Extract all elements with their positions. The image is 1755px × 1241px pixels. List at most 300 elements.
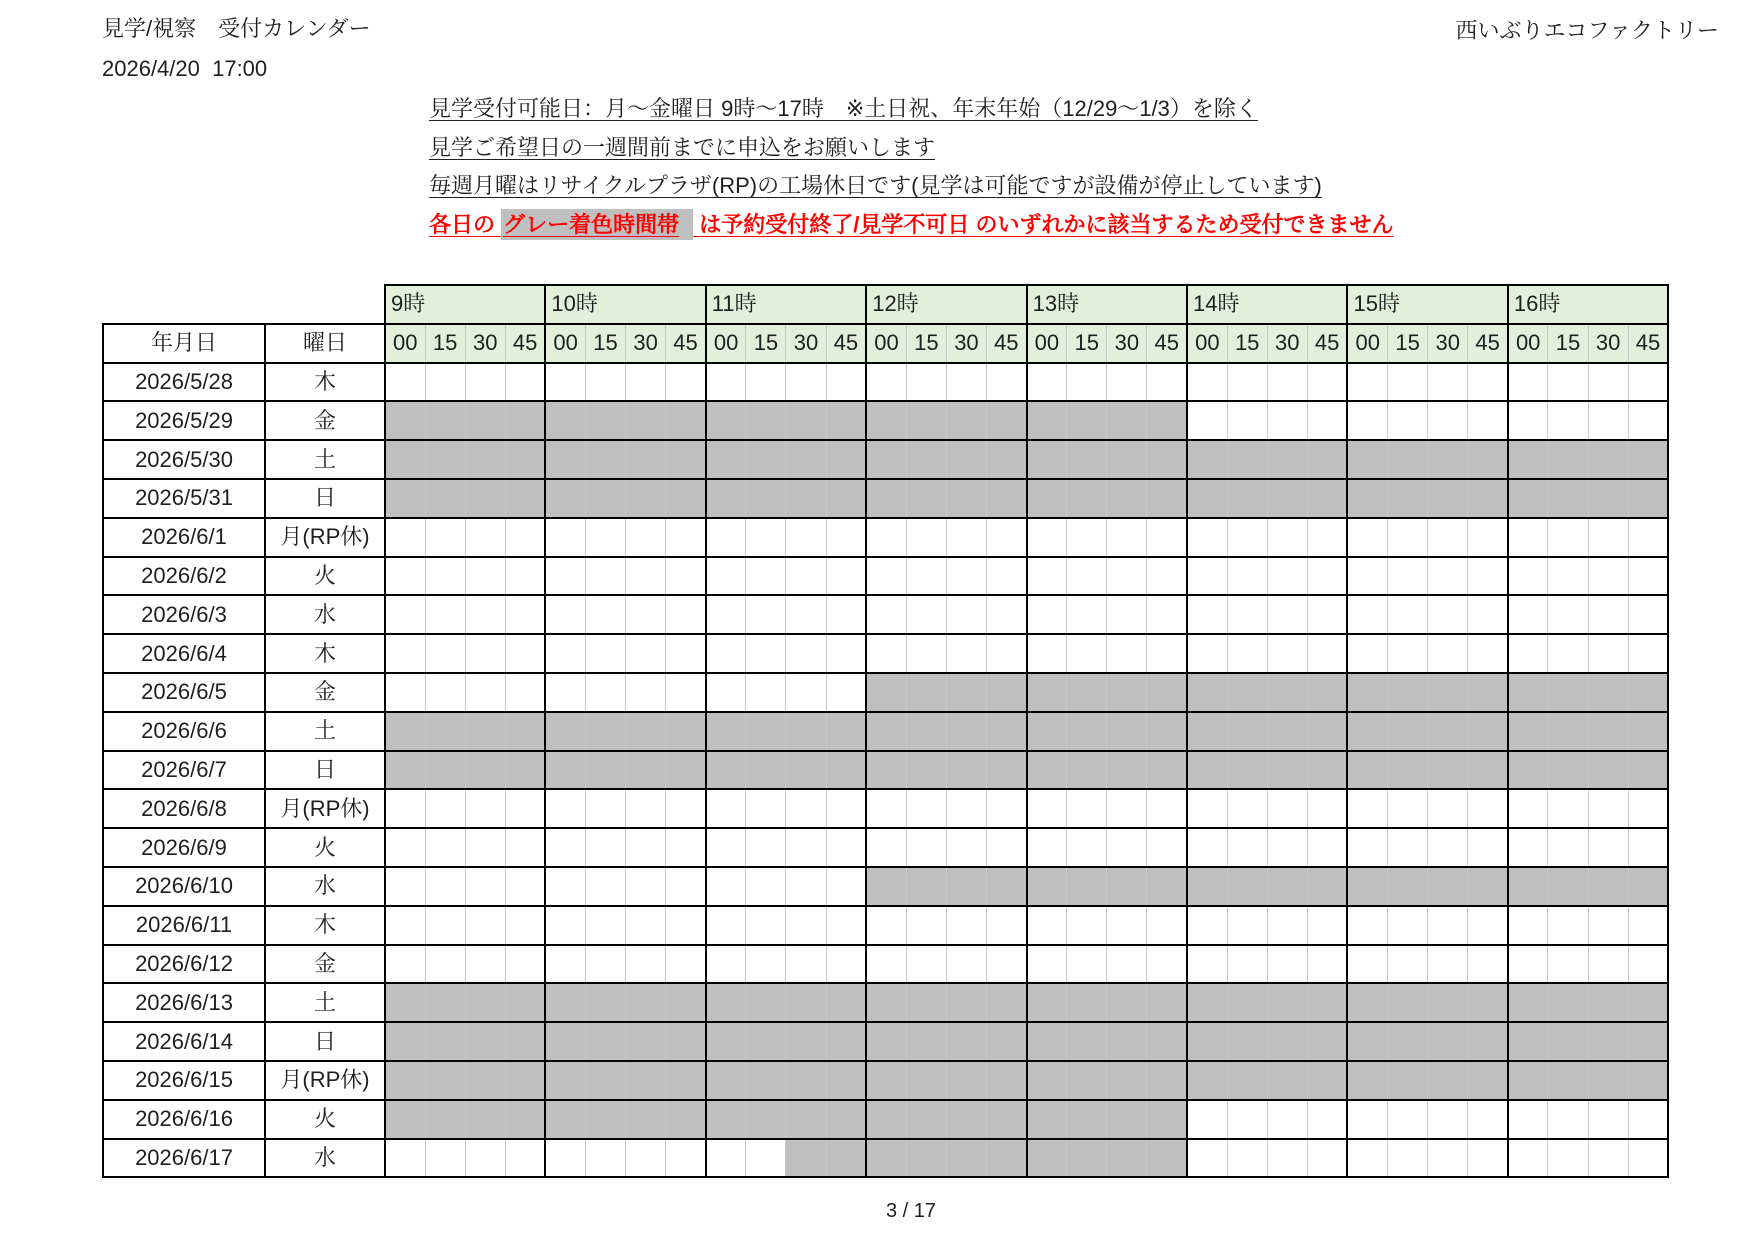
minute-header: 30 — [1588, 324, 1628, 363]
time-slot-closed — [1347, 440, 1387, 479]
time-slot-closed — [465, 401, 505, 440]
time-slot-closed — [1588, 479, 1628, 518]
time-slot-closed — [1147, 401, 1187, 440]
calendar-row — [103, 595, 1668, 634]
time-slot-open — [946, 634, 986, 673]
time-slot-open — [1468, 1139, 1508, 1178]
time-slot-closed — [1027, 751, 1067, 790]
time-slot-open — [746, 595, 786, 634]
time-slot-closed — [1628, 867, 1668, 906]
time-slot-open — [986, 634, 1026, 673]
weekday-cell: 水 — [265, 595, 385, 634]
minute-header: 45 — [1628, 324, 1668, 363]
weekday-cell: 火 — [265, 828, 385, 867]
time-slot-open — [1267, 789, 1307, 828]
time-slot-closed — [986, 1061, 1026, 1100]
time-slot-open — [1187, 557, 1227, 596]
weekday-cell: 土 — [265, 712, 385, 751]
hour-header: 12時 — [866, 285, 1026, 324]
minute-header-row — [103, 324, 1668, 363]
time-slot-closed — [1428, 983, 1468, 1022]
minute-header: 30 — [946, 324, 986, 363]
time-slot-open — [1067, 363, 1107, 402]
time-slot-closed — [666, 983, 706, 1022]
time-slot-closed — [1027, 440, 1067, 479]
time-slot-open — [826, 945, 866, 984]
time-slot-open — [1227, 595, 1267, 634]
time-slot-closed — [946, 867, 986, 906]
time-slot-open — [1628, 945, 1668, 984]
time-slot-open — [626, 828, 666, 867]
time-slot-closed — [1227, 983, 1267, 1022]
time-slot-open — [866, 363, 906, 402]
time-slot-closed — [786, 751, 826, 790]
time-slot-closed — [666, 751, 706, 790]
time-slot-closed — [1067, 1100, 1107, 1139]
date-cell: 2026/6/15 — [103, 1061, 265, 1100]
time-slot-closed — [385, 1100, 425, 1139]
time-slot-open — [626, 906, 666, 945]
time-slot-open — [425, 1139, 465, 1178]
time-slot-closed — [1027, 401, 1067, 440]
time-slot-closed — [465, 712, 505, 751]
time-slot-open — [986, 789, 1026, 828]
minute-header: 30 — [626, 324, 666, 363]
time-slot-open — [465, 673, 505, 712]
time-slot-open — [1187, 906, 1227, 945]
page-number: 3 / 17 — [885, 1200, 937, 1222]
time-slot-open — [505, 789, 545, 828]
time-slot-open — [626, 673, 666, 712]
time-slot-open — [1147, 945, 1187, 984]
time-slot-open — [385, 557, 425, 596]
time-slot-closed — [786, 401, 826, 440]
time-slot-closed — [1628, 479, 1668, 518]
time-slot-closed — [1428, 479, 1468, 518]
time-slot-closed — [946, 712, 986, 751]
time-slot-open — [1147, 363, 1187, 402]
time-slot-closed — [906, 479, 946, 518]
time-slot-closed — [505, 1061, 545, 1100]
time-slot-closed — [1187, 712, 1227, 751]
time-slot-closed — [906, 983, 946, 1022]
time-slot-closed — [866, 1139, 906, 1178]
minute-header: 00 — [385, 324, 425, 363]
time-slot-open — [505, 595, 545, 634]
time-slot-closed — [1548, 1061, 1588, 1100]
time-slot-closed — [1548, 867, 1588, 906]
time-slot-open — [1388, 401, 1428, 440]
time-slot-open — [385, 363, 425, 402]
time-slot-open — [746, 1139, 786, 1178]
minute-header: 15 — [425, 324, 465, 363]
minute-header: 00 — [1187, 324, 1227, 363]
time-slot-open — [1067, 557, 1107, 596]
time-slot-open — [1107, 595, 1147, 634]
time-slot-closed — [1147, 1139, 1187, 1178]
time-slot-open — [1187, 1100, 1227, 1139]
time-slot-closed — [1027, 673, 1067, 712]
time-slot-open — [866, 557, 906, 596]
calendar-row — [103, 634, 1668, 673]
time-slot-closed — [986, 479, 1026, 518]
time-slot-open — [1468, 828, 1508, 867]
time-slot-closed — [1147, 479, 1187, 518]
time-slot-open — [666, 867, 706, 906]
time-slot-closed — [786, 1061, 826, 1100]
time-slot-open — [1628, 557, 1668, 596]
notice-line-deadline: 見学ご希望日の一週間前までに申込をお願いします — [429, 134, 936, 160]
time-slot-open — [1227, 945, 1267, 984]
time-slot-open — [946, 828, 986, 867]
time-slot-open — [1388, 1100, 1428, 1139]
time-slot-closed — [1508, 712, 1548, 751]
time-slot-open — [906, 518, 946, 557]
time-slot-open — [1187, 595, 1227, 634]
time-slot-open — [786, 789, 826, 828]
time-slot-closed — [1307, 1061, 1347, 1100]
time-slot-closed — [866, 401, 906, 440]
time-slot-open — [1307, 401, 1347, 440]
time-slot-closed — [1227, 1061, 1267, 1100]
time-slot-open — [585, 557, 625, 596]
time-slot-open — [1628, 906, 1668, 945]
time-slot-closed — [1307, 983, 1347, 1022]
time-slot-open — [545, 363, 585, 402]
time-slot-open — [1027, 518, 1067, 557]
time-slot-open — [746, 945, 786, 984]
time-slot-open — [1307, 1100, 1347, 1139]
time-slot-closed — [425, 1022, 465, 1061]
minute-header: 45 — [505, 324, 545, 363]
time-slot-open — [666, 945, 706, 984]
time-slot-closed — [1347, 1061, 1387, 1100]
time-slot-open — [666, 557, 706, 596]
time-slot-open — [786, 634, 826, 673]
time-slot-closed — [545, 1100, 585, 1139]
time-slot-open — [626, 867, 666, 906]
time-slot-open — [626, 945, 666, 984]
time-slot-closed — [706, 401, 746, 440]
time-slot-closed — [706, 1061, 746, 1100]
minute-header: 15 — [585, 324, 625, 363]
time-slot-open — [1227, 557, 1267, 596]
time-slot-open — [1147, 557, 1187, 596]
time-slot-closed — [1428, 712, 1468, 751]
time-slot-open — [1307, 945, 1347, 984]
calendar-row — [103, 1100, 1668, 1139]
time-slot-open — [585, 363, 625, 402]
time-slot-open — [1347, 634, 1387, 673]
time-slot-open — [1107, 557, 1147, 596]
time-slot-closed — [666, 479, 706, 518]
time-slot-closed — [866, 479, 906, 518]
time-slot-open — [1508, 518, 1548, 557]
time-slot-closed — [866, 983, 906, 1022]
time-slot-open — [545, 867, 585, 906]
time-slot-closed — [1307, 1022, 1347, 1061]
time-slot-open — [826, 867, 866, 906]
time-slot-open — [1388, 789, 1428, 828]
time-slot-open — [666, 906, 706, 945]
time-slot-open — [425, 828, 465, 867]
time-slot-open — [1307, 595, 1347, 634]
minute-header: 30 — [465, 324, 505, 363]
time-slot-closed — [1628, 712, 1668, 751]
date-cell: 2026/6/10 — [103, 867, 265, 906]
time-slot-open — [626, 634, 666, 673]
time-slot-closed — [1107, 867, 1147, 906]
time-slot-closed — [986, 1139, 1026, 1178]
time-slot-closed — [1227, 712, 1267, 751]
time-slot-open — [465, 906, 505, 945]
time-slot-closed — [1067, 479, 1107, 518]
weekday-cell: 月(RP休) — [265, 789, 385, 828]
time-slot-open — [1388, 634, 1428, 673]
weekday-cell: 木 — [265, 363, 385, 402]
time-slot-open — [666, 1139, 706, 1178]
time-slot-open — [465, 1139, 505, 1178]
time-slot-closed — [786, 479, 826, 518]
time-slot-closed — [866, 751, 906, 790]
time-slot-closed — [626, 1022, 666, 1061]
time-slot-open — [826, 363, 866, 402]
time-slot-open — [1388, 518, 1428, 557]
hour-header: 10時 — [545, 285, 705, 324]
time-slot-open — [1307, 363, 1347, 402]
time-slot-closed — [1267, 440, 1307, 479]
time-slot-open — [1267, 557, 1307, 596]
time-slot-closed — [1428, 440, 1468, 479]
time-slot-open — [906, 634, 946, 673]
time-slot-open — [1227, 1100, 1267, 1139]
time-slot-open — [1307, 906, 1347, 945]
time-slot-open — [1347, 557, 1387, 596]
time-slot-closed — [425, 751, 465, 790]
time-slot-open — [1347, 1139, 1387, 1178]
time-slot-open — [1347, 401, 1387, 440]
time-slot-open — [1027, 945, 1067, 984]
time-slot-closed — [946, 983, 986, 1022]
time-slot-closed — [1468, 751, 1508, 790]
time-slot-closed — [706, 1022, 746, 1061]
time-slot-open — [465, 557, 505, 596]
time-slot-open — [906, 595, 946, 634]
time-slot-closed — [465, 440, 505, 479]
time-slot-open — [986, 595, 1026, 634]
time-slot-closed — [1027, 712, 1067, 751]
time-slot-closed — [1388, 1022, 1428, 1061]
time-slot-open — [1548, 906, 1588, 945]
time-slot-closed — [866, 1022, 906, 1061]
time-slot-open — [385, 1139, 425, 1178]
time-slot-closed — [1628, 1061, 1668, 1100]
minute-header: 30 — [786, 324, 826, 363]
time-slot-open — [1347, 789, 1387, 828]
time-slot-open — [1468, 595, 1508, 634]
time-slot-closed — [1147, 1061, 1187, 1100]
time-slot-closed — [545, 751, 585, 790]
time-slot-open — [866, 595, 906, 634]
time-slot-open — [505, 1139, 545, 1178]
time-slot-closed — [545, 983, 585, 1022]
time-slot-closed — [906, 1022, 946, 1061]
time-slot-open — [1388, 363, 1428, 402]
time-slot-closed — [1428, 673, 1468, 712]
time-slot-closed — [1388, 479, 1428, 518]
time-slot-closed — [1628, 1022, 1668, 1061]
time-slot-open — [385, 906, 425, 945]
time-slot-open — [1468, 945, 1508, 984]
time-slot-open — [1428, 1139, 1468, 1178]
time-slot-open — [946, 595, 986, 634]
time-slot-closed — [1187, 440, 1227, 479]
hour-header: 16時 — [1508, 285, 1668, 324]
date-cell: 2026/5/29 — [103, 401, 265, 440]
time-slot-closed — [1067, 673, 1107, 712]
time-slot-open — [1027, 828, 1067, 867]
time-slot-open — [1588, 401, 1628, 440]
time-slot-closed — [1508, 1061, 1548, 1100]
time-slot-open — [706, 363, 746, 402]
time-slot-closed — [826, 479, 866, 518]
minute-header: 15 — [1548, 324, 1588, 363]
time-slot-open — [505, 673, 545, 712]
time-slot-open — [986, 363, 1026, 402]
time-slot-open — [1628, 789, 1668, 828]
time-slot-open — [826, 634, 866, 673]
time-slot-open — [1588, 1139, 1628, 1178]
time-slot-open — [505, 945, 545, 984]
time-slot-open — [1027, 634, 1067, 673]
time-slot-open — [1147, 518, 1187, 557]
time-slot-open — [706, 673, 746, 712]
time-slot-closed — [1548, 1022, 1588, 1061]
notice-line-monday-closure: 毎週月曜はリサイクルプラザ(RP)の工場休日です(見学は可能ですが設備が停止しています) — [429, 173, 1322, 199]
time-slot-closed — [666, 712, 706, 751]
time-slot-open — [385, 595, 425, 634]
calendar-row — [103, 712, 1668, 751]
date-cell: 2026/6/13 — [103, 983, 265, 1022]
time-slot-open — [1027, 557, 1067, 596]
time-slot-open — [425, 867, 465, 906]
time-slot-closed — [986, 751, 1026, 790]
calendar-row — [103, 751, 1668, 790]
time-slot-closed — [505, 712, 545, 751]
time-slot-closed — [1388, 1061, 1428, 1100]
time-slot-closed — [1428, 1022, 1468, 1061]
time-slot-open — [505, 867, 545, 906]
blank-corner-cell — [103, 285, 265, 324]
time-slot-closed — [826, 401, 866, 440]
time-slot-open — [1107, 363, 1147, 402]
time-slot-open — [746, 867, 786, 906]
time-slot-closed — [746, 1100, 786, 1139]
time-slot-closed — [1388, 673, 1428, 712]
date-cell: 2026/6/6 — [103, 712, 265, 751]
time-slot-open — [666, 595, 706, 634]
time-slot-open — [545, 945, 585, 984]
time-slot-open — [1347, 1100, 1387, 1139]
time-slot-open — [986, 828, 1026, 867]
time-slot-closed — [1067, 983, 1107, 1022]
time-slot-closed — [1307, 479, 1347, 518]
calendar-row — [103, 1061, 1668, 1100]
time-slot-open — [706, 595, 746, 634]
time-slot-closed — [465, 479, 505, 518]
calendar-row — [103, 906, 1668, 945]
time-slot-open — [1267, 945, 1307, 984]
time-slot-open — [1588, 1100, 1628, 1139]
time-slot-closed — [425, 712, 465, 751]
time-slot-closed — [1388, 440, 1428, 479]
time-slot-closed — [1347, 712, 1387, 751]
time-slot-open — [626, 363, 666, 402]
time-slot-open — [1508, 789, 1548, 828]
time-slot-open — [1187, 945, 1227, 984]
date-cell: 2026/6/5 — [103, 673, 265, 712]
time-slot-open — [385, 828, 425, 867]
time-slot-closed — [1588, 1061, 1628, 1100]
time-slot-closed — [585, 401, 625, 440]
time-slot-open — [585, 789, 625, 828]
time-slot-open — [1548, 1139, 1588, 1178]
time-slot-closed — [1628, 751, 1668, 790]
time-slot-open — [1508, 1139, 1548, 1178]
time-slot-closed — [666, 440, 706, 479]
time-slot-closed — [585, 1022, 625, 1061]
time-slot-closed — [1107, 1139, 1147, 1178]
time-slot-open — [1468, 634, 1508, 673]
minute-header: 45 — [826, 324, 866, 363]
weekday-cell: 木 — [265, 906, 385, 945]
time-slot-closed — [1307, 712, 1347, 751]
time-slot-open — [706, 1139, 746, 1178]
time-slot-closed — [746, 751, 786, 790]
time-slot-closed — [1548, 673, 1588, 712]
time-slot-closed — [1147, 751, 1187, 790]
time-slot-open — [505, 906, 545, 945]
time-slot-open — [1388, 828, 1428, 867]
time-slot-open — [946, 363, 986, 402]
time-slot-closed — [666, 401, 706, 440]
time-slot-closed — [1227, 440, 1267, 479]
time-slot-open — [425, 363, 465, 402]
time-slot-open — [1388, 945, 1428, 984]
weekday-cell: 水 — [265, 867, 385, 906]
time-slot-open — [626, 1139, 666, 1178]
time-slot-closed — [906, 1139, 946, 1178]
time-slot-open — [1147, 634, 1187, 673]
time-slot-open — [946, 789, 986, 828]
time-slot-open — [706, 945, 746, 984]
time-slot-open — [786, 906, 826, 945]
time-slot-closed — [465, 1100, 505, 1139]
time-slot-closed — [1107, 751, 1147, 790]
time-slot-open — [425, 557, 465, 596]
time-slot-open — [545, 595, 585, 634]
time-slot-closed — [986, 440, 1026, 479]
hour-header: 15時 — [1347, 285, 1507, 324]
time-slot-closed — [786, 440, 826, 479]
time-slot-closed — [866, 673, 906, 712]
time-slot-closed — [746, 1061, 786, 1100]
time-slot-closed — [826, 751, 866, 790]
weekday-cell: 木 — [265, 634, 385, 673]
time-slot-open — [1227, 634, 1267, 673]
time-slot-open — [425, 518, 465, 557]
time-slot-closed — [1388, 983, 1428, 1022]
